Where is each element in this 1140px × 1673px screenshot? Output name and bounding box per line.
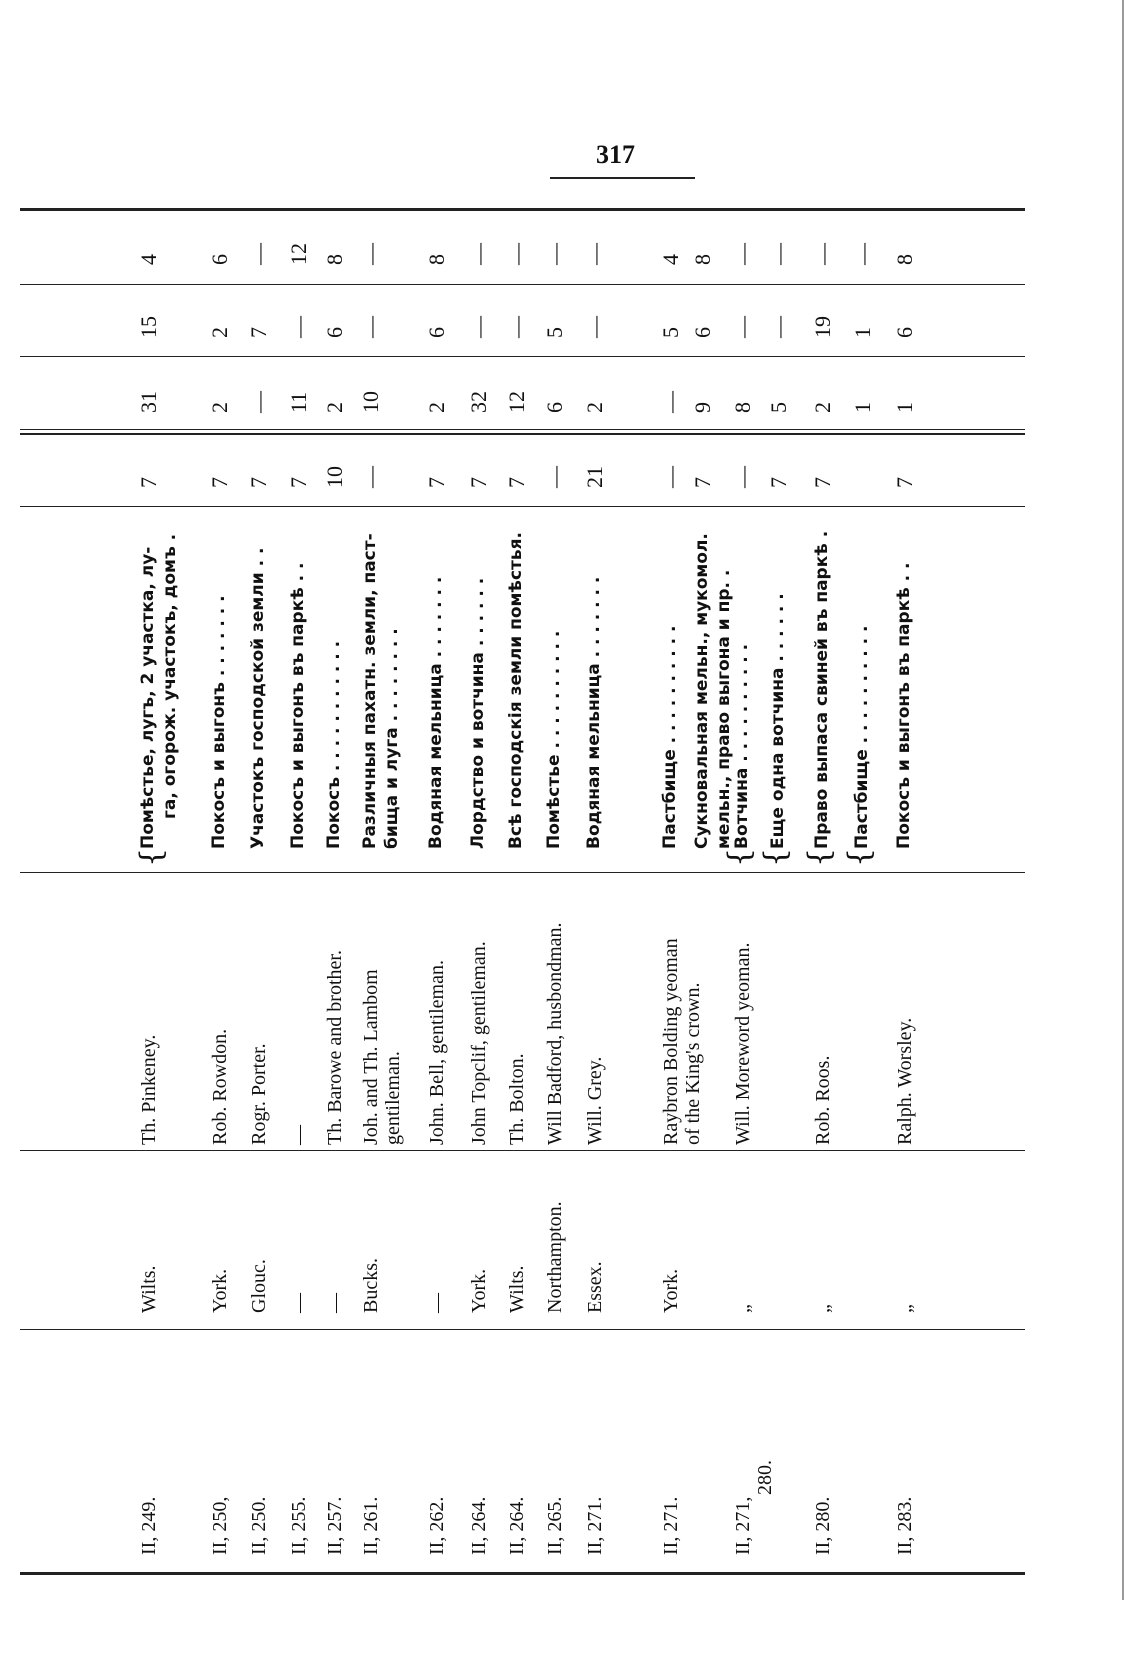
value-col2: 5	[766, 402, 791, 413]
table-bottom-rule	[20, 1572, 1025, 1575]
value-col1: —	[542, 466, 567, 488]
value-col4: —	[582, 243, 607, 265]
description-cell: Покосъ и выгонъ . . . . . . .	[209, 595, 229, 849]
value-col4: —	[246, 243, 271, 265]
person-cell: John. Bell, gentileman.	[426, 960, 448, 1145]
person-cell: of the King's crown.	[682, 982, 704, 1145]
description-cell: Покосъ и выгонъ въ паркѣ . .	[288, 562, 308, 849]
person-cell: Rogr. Porter.	[248, 1043, 270, 1145]
value-col4: 8	[892, 254, 917, 265]
description-cell: Всѣ господскія земли помѣстья.	[506, 532, 526, 849]
col-rule-c1-c2b	[20, 429, 1025, 430]
value-col1: 7	[246, 477, 271, 488]
value-col2: 2	[322, 402, 347, 413]
value-col1: 10	[322, 466, 347, 488]
person-cell: Will. Moreword yeoman.	[732, 942, 754, 1145]
description-cell: Пастбище . . . . . . . . . .	[852, 625, 872, 849]
value-col3: 6	[690, 327, 715, 338]
value-col1: 7	[504, 477, 529, 488]
value-col1: 7	[207, 477, 232, 488]
value-col4: —	[730, 243, 755, 265]
county-cell: —	[288, 1293, 310, 1313]
value-col4: 12	[286, 243, 311, 265]
value-col4: —	[810, 243, 835, 265]
value-col2: —	[246, 391, 271, 413]
ref-cell: II, 280.	[812, 1496, 834, 1555]
description-cell: Вотчина . . . . . . . . . .	[732, 643, 752, 849]
value-col2: 1	[892, 402, 917, 413]
col-rule-c2-c3	[20, 356, 1025, 357]
value-col4: 4	[658, 254, 683, 265]
value-col3: 7	[246, 327, 271, 338]
value-col1: —	[730, 466, 755, 488]
value-col1: 7	[690, 477, 715, 488]
value-col1: 21	[582, 466, 607, 488]
value-col2: 2	[582, 402, 607, 413]
value-col2: 9	[690, 402, 715, 413]
value-col4: 8	[424, 254, 449, 265]
value-col3: 6	[322, 327, 347, 338]
ref-cell: II, 271.	[660, 1496, 682, 1555]
rotated-table	[20, 125, 1025, 1575]
person-cell: Rob. Roos.	[812, 1055, 834, 1145]
value-col3: 19	[810, 316, 835, 338]
value-col3: —	[766, 316, 791, 338]
value-col4: —	[466, 243, 491, 265]
ref-cell: II, 250,	[209, 1496, 231, 1555]
value-col1: 7	[136, 477, 161, 488]
description-cell: Водяная мельница . . . . . . .	[584, 576, 604, 849]
value-col4: 6	[207, 254, 232, 265]
value-col2: 2	[424, 402, 449, 413]
value-col3: —	[466, 316, 491, 338]
value-col1: 7	[766, 477, 791, 488]
person-cell: Th. Barowe and brother.	[324, 950, 346, 1145]
person-cell: Ralph. Worsley.	[894, 1017, 916, 1145]
ref-cell: II, 257.	[324, 1496, 346, 1555]
value-col4: —	[504, 243, 529, 265]
value-col2: 2	[810, 402, 835, 413]
value-col3: 2	[207, 327, 232, 338]
page-number: 317	[596, 140, 635, 169]
ref-cell: II, 264.	[468, 1496, 490, 1555]
person-cell: gentileman.	[382, 1051, 404, 1145]
ref-cell: II, 271,	[732, 1496, 754, 1555]
ref-cell: II, 283.	[894, 1496, 916, 1555]
value-col4: 8	[322, 254, 347, 265]
value-col2: 2	[207, 402, 232, 413]
page-edge-line	[1122, 0, 1124, 1600]
county-cell: —	[426, 1293, 448, 1313]
value-col2: 6	[542, 402, 567, 413]
value-col1: —	[658, 466, 683, 488]
description-cell: Участокъ господской земли . .	[248, 547, 268, 849]
county-cell: Wilts.	[506, 1265, 528, 1313]
value-col1: 7	[892, 477, 917, 488]
value-col4: —	[358, 243, 383, 265]
value-col1: 7	[466, 477, 491, 488]
ref-cell: II, 250.	[248, 1496, 270, 1555]
county-cell: Northampton.	[544, 1201, 566, 1313]
value-col2: 12	[504, 391, 529, 413]
value-col2: 10	[358, 391, 383, 413]
value-col4: —	[542, 243, 567, 265]
person-cell: Raybron Bolding yeoman	[660, 938, 682, 1145]
ref-cell: II, 271.	[584, 1496, 606, 1555]
person-cell: John Topclif, gentileman.	[468, 941, 490, 1145]
value-col4: 8	[690, 254, 715, 265]
person-cell: Will. Grey.	[584, 1056, 606, 1145]
col-rule-desc-c1	[20, 506, 1025, 507]
county-cell: „	[894, 1304, 916, 1313]
description-cell: Покосъ . . . . . . . . . . .	[324, 640, 344, 849]
value-col2: 1	[850, 402, 875, 413]
col-rule-person-desc	[20, 872, 1025, 873]
value-col3: —	[504, 316, 529, 338]
ref-cell: II, 264.	[506, 1496, 528, 1555]
value-col4: 4	[136, 254, 161, 265]
description-cell: Различныя пахатн. земли, паст-	[360, 533, 380, 849]
value-col3: 5	[542, 327, 567, 338]
value-col3: 15	[136, 316, 161, 338]
value-col3: 5	[658, 327, 683, 338]
value-col1: —	[358, 466, 383, 488]
description-cell: Помѣстье . . . . . . . . . .	[544, 630, 564, 849]
description-cell: га, огорож. участокъ, домъ .	[160, 533, 180, 819]
col-rule-county-person	[20, 1150, 1025, 1151]
ref-cell: II, 261.	[360, 1496, 382, 1555]
brace-mark: {	[722, 847, 757, 867]
description-cell: Сукновальная мельн., мукомол.	[692, 533, 712, 849]
person-cell: Th. Bolton.	[506, 1053, 528, 1145]
col-rule-c1-c2	[20, 433, 1025, 435]
description-cell: Водяная мельница . . . . . . .	[426, 576, 446, 849]
value-col1: 7	[286, 477, 311, 488]
county-cell: Wilts.	[138, 1265, 160, 1313]
value-col4: —	[766, 243, 791, 265]
table-top-rule	[20, 208, 1025, 211]
brace-mark: {	[802, 847, 837, 867]
brace-mark: {	[758, 847, 793, 867]
county-cell: York.	[660, 1268, 682, 1313]
value-col3: 6	[892, 327, 917, 338]
value-col3: —	[286, 316, 311, 338]
description-cell: мельн., право выгона и пр. .	[714, 569, 734, 849]
value-col1: 7	[810, 477, 835, 488]
county-cell: York.	[209, 1268, 231, 1313]
ref-cell: II, 249.	[138, 1496, 160, 1555]
county-cell: „	[812, 1304, 834, 1313]
value-col3: —	[358, 316, 383, 338]
value-col3: 1	[850, 327, 875, 338]
person-cell: Rob. Rowdon.	[209, 1028, 231, 1145]
value-col3: 6	[424, 327, 449, 338]
col-rule-ref-county	[20, 1329, 1025, 1330]
brace-mark: {	[134, 847, 169, 867]
value-col4: —	[850, 243, 875, 265]
brace-mark: {	[842, 847, 877, 867]
value-col2: —	[658, 391, 683, 413]
ref-cell: II, 265.	[544, 1496, 566, 1555]
value-col1: 7	[424, 477, 449, 488]
col-rule-c3-c4	[20, 284, 1025, 285]
description-cell: бища и луга . . . . . . . .	[382, 628, 402, 849]
county-cell: Glouc.	[248, 1259, 270, 1313]
county-cell: —	[324, 1293, 346, 1313]
description-cell: Помѣстье, лугъ, 2 участка, лу-	[138, 546, 158, 849]
person-cell: Will Badford, husbondman.	[544, 922, 566, 1145]
description-cell: Пастбище . . . . . . . . . .	[660, 625, 680, 849]
value-col2: 8	[730, 402, 755, 413]
value-col2: 11	[286, 391, 311, 413]
value-col2: 32	[466, 391, 491, 413]
value-col2: 31	[136, 391, 161, 413]
description-cell: Еще одна вотчина . . . . . .	[768, 593, 788, 849]
county-cell: York.	[468, 1268, 490, 1313]
county-cell: „	[732, 1304, 754, 1313]
person-cell: Joh. and Th. Lambom	[360, 969, 382, 1145]
value-col3: —	[582, 316, 607, 338]
county-cell: Bucks.	[360, 1258, 382, 1313]
description-cell: Покосъ и выгонъ въ паркѣ . .	[894, 562, 914, 849]
county-cell: Essex.	[584, 1261, 606, 1313]
person-cell: —	[288, 1125, 310, 1145]
person-cell: Th. Pinkeney.	[138, 1034, 160, 1145]
ref-cell: II, 262.	[426, 1496, 448, 1555]
description-cell: Право выпаса свиней въ паркѣ .	[812, 530, 832, 849]
ref-cell: II, 255.	[288, 1496, 310, 1555]
value-col3: —	[730, 316, 755, 338]
ref-cell-2: 280.	[754, 1460, 776, 1495]
description-cell: Лордство и вотчина . . . . . .	[468, 577, 488, 849]
